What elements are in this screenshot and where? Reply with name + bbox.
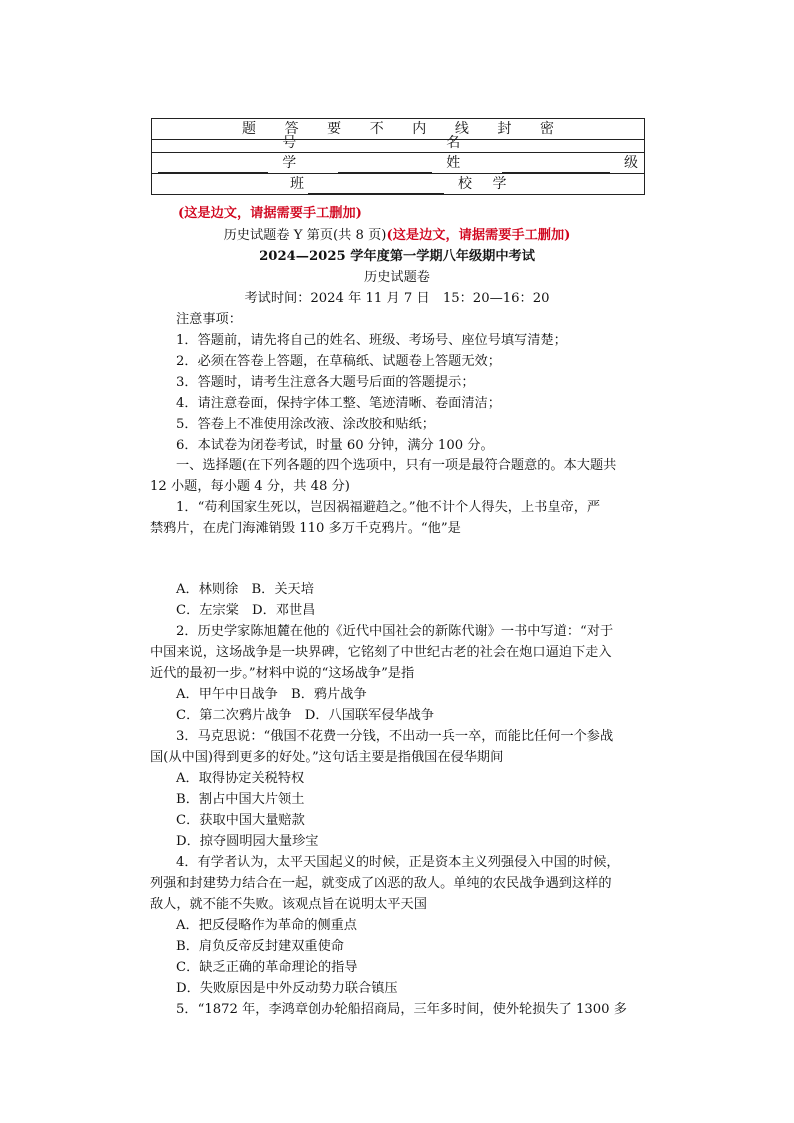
- question-3-option: B．割占中国大片领土: [176, 792, 305, 807]
- seal-char: 不: [369, 121, 384, 137]
- question-1-text: 1．“苟利国家生死以，岂因祸福避趋之。”他不计个人得失，上书皇帝，严: [176, 500, 601, 515]
- section-heading: 一、选择题(在下列各题的四个选项中，只有一项是最符合题意的。本大题共: [176, 458, 617, 473]
- seal-char: 线: [454, 121, 469, 137]
- edit-note: (这是边文，请据需要手工删加): [178, 206, 362, 221]
- page-header-note: (这是边文，请据需要手工删加): [386, 228, 571, 243]
- question-4-option: A．把反侵略作为革命的侧重点: [176, 918, 357, 933]
- note-item: 6．本试卷为闭卷考试，时量 60 分钟，满分 100 分。: [176, 438, 494, 453]
- seal-char: 内: [412, 121, 427, 137]
- question-5-text: 5．“1872 年，李鸿章创办轮船招商局，三年多时间，使外轮损失了 1300 多: [176, 1002, 627, 1017]
- question-3-option: D．掠夺圆明园大量珍宝: [176, 834, 319, 849]
- seal-char: 封: [497, 121, 512, 137]
- note-item: 1．答题前，请先将自己的姓名、班级、考场号、座位号填写清楚；: [176, 333, 567, 348]
- student-number-label: 号 学: [282, 135, 305, 171]
- blank-line: [158, 157, 268, 173]
- question-2-option: C．第二次鸦片战争 D．八国联军侵华战争: [176, 708, 435, 723]
- section-heading-cont: 12 小题，每小题 4 分，共 48 分): [150, 479, 350, 494]
- exam-title: 2024—2025 学年度第一学期八年级期中考试: [259, 249, 535, 264]
- page-header-text: 历史试题卷 Y 第页(共 8 页): [223, 228, 387, 243]
- question-4-text: 敌人，就不能不失败。该观点旨在说明太平天国: [150, 897, 427, 912]
- question-2-option: A．甲午中日战争 B．鸦片战争: [176, 687, 367, 702]
- note-item: 3．答题时，请考生注意各大题号后面的答题提示；: [176, 375, 475, 390]
- question-1-option: C．左宗棠 D．邓世昌: [176, 603, 316, 618]
- question-2-text: 2．历史学家陈旭麓在他的《近代中国社会的新陈代谢》一书中写道：“对于: [176, 624, 614, 639]
- name-label: 名 姓: [446, 135, 469, 171]
- question-4-option: B．肩负反帝反封建双重使命: [176, 939, 344, 954]
- seal-row-warning: [152, 119, 644, 140]
- grade-label: 级: [624, 155, 638, 171]
- notes-title: 注意事项：: [176, 312, 242, 327]
- seal-line-table: [151, 118, 645, 195]
- question-1-text: 禁鸦片，在虎门海滩销毁 110 多万千克鸦片。“他”是: [150, 521, 461, 536]
- page-header-line: [0, 226, 794, 246]
- seal-row-blank: [152, 140, 644, 153]
- question-3-text: 3．马克思说：“俄国不花费一分钱，不出动一兵一卒，而能比任何一个参战: [176, 729, 614, 744]
- question-1-option: A．林则徐 B．关天培: [176, 582, 314, 597]
- seal-row-class: [152, 174, 644, 194]
- seal-char: 答: [284, 121, 299, 137]
- seal-char: 题: [242, 121, 256, 137]
- question-2-text: 中国来说，这场战争是一块界碑，它铭刻了中世纪古老的社会在炮口逼迫下走入: [150, 645, 612, 660]
- note-item: 5．答卷上不准使用涂改液、涂改胶和贴纸；: [176, 417, 435, 432]
- question-4-text: 列强和封建势力结合在一起，就变成了凶恶的敌人。单纯的农民战争遇到这样的: [150, 876, 612, 891]
- seal-char: 要: [327, 121, 342, 137]
- school-label: 校 学: [458, 176, 515, 192]
- question-4-option: D．失败原因是中外反动势力联合镇压: [176, 981, 398, 996]
- question-3-text: 国(从中国)得到更多的好处。”这句话主要是指俄国在侵华期间: [150, 750, 504, 765]
- question-4-text: 4．有学者认为，太平天国起义的时候，正是资本主义列强侵入中国的时候，: [176, 855, 620, 870]
- question-3-option: C．获取中国大量赔款: [176, 813, 305, 828]
- seal-char: 密: [539, 121, 554, 137]
- question-2-text: 近代的最初一步。”材料中说的“这场战争”是指: [150, 666, 415, 681]
- seal-row-fields: [152, 135, 644, 174]
- subject-title: 历史试题卷: [364, 270, 430, 285]
- question-4-option: C．缺乏正确的革命理论的指导: [176, 960, 358, 975]
- note-item: 4．请注意卷面，保持字体工整、笔迹清晰、卷面清洁；: [176, 396, 501, 411]
- blank-line: [308, 178, 444, 194]
- exam-time: 考试时间：2024 年 11 月 7 日 15：20—16：20: [244, 291, 550, 306]
- blank-line: [502, 157, 610, 173]
- question-3-option: A．取得协定关税特权: [176, 771, 305, 786]
- class-label: 班: [290, 176, 304, 192]
- note-item: 2．必须在答卷上答题，在草稿纸、试题卷上答题无效；: [176, 354, 501, 369]
- blank-line: [338, 157, 432, 173]
